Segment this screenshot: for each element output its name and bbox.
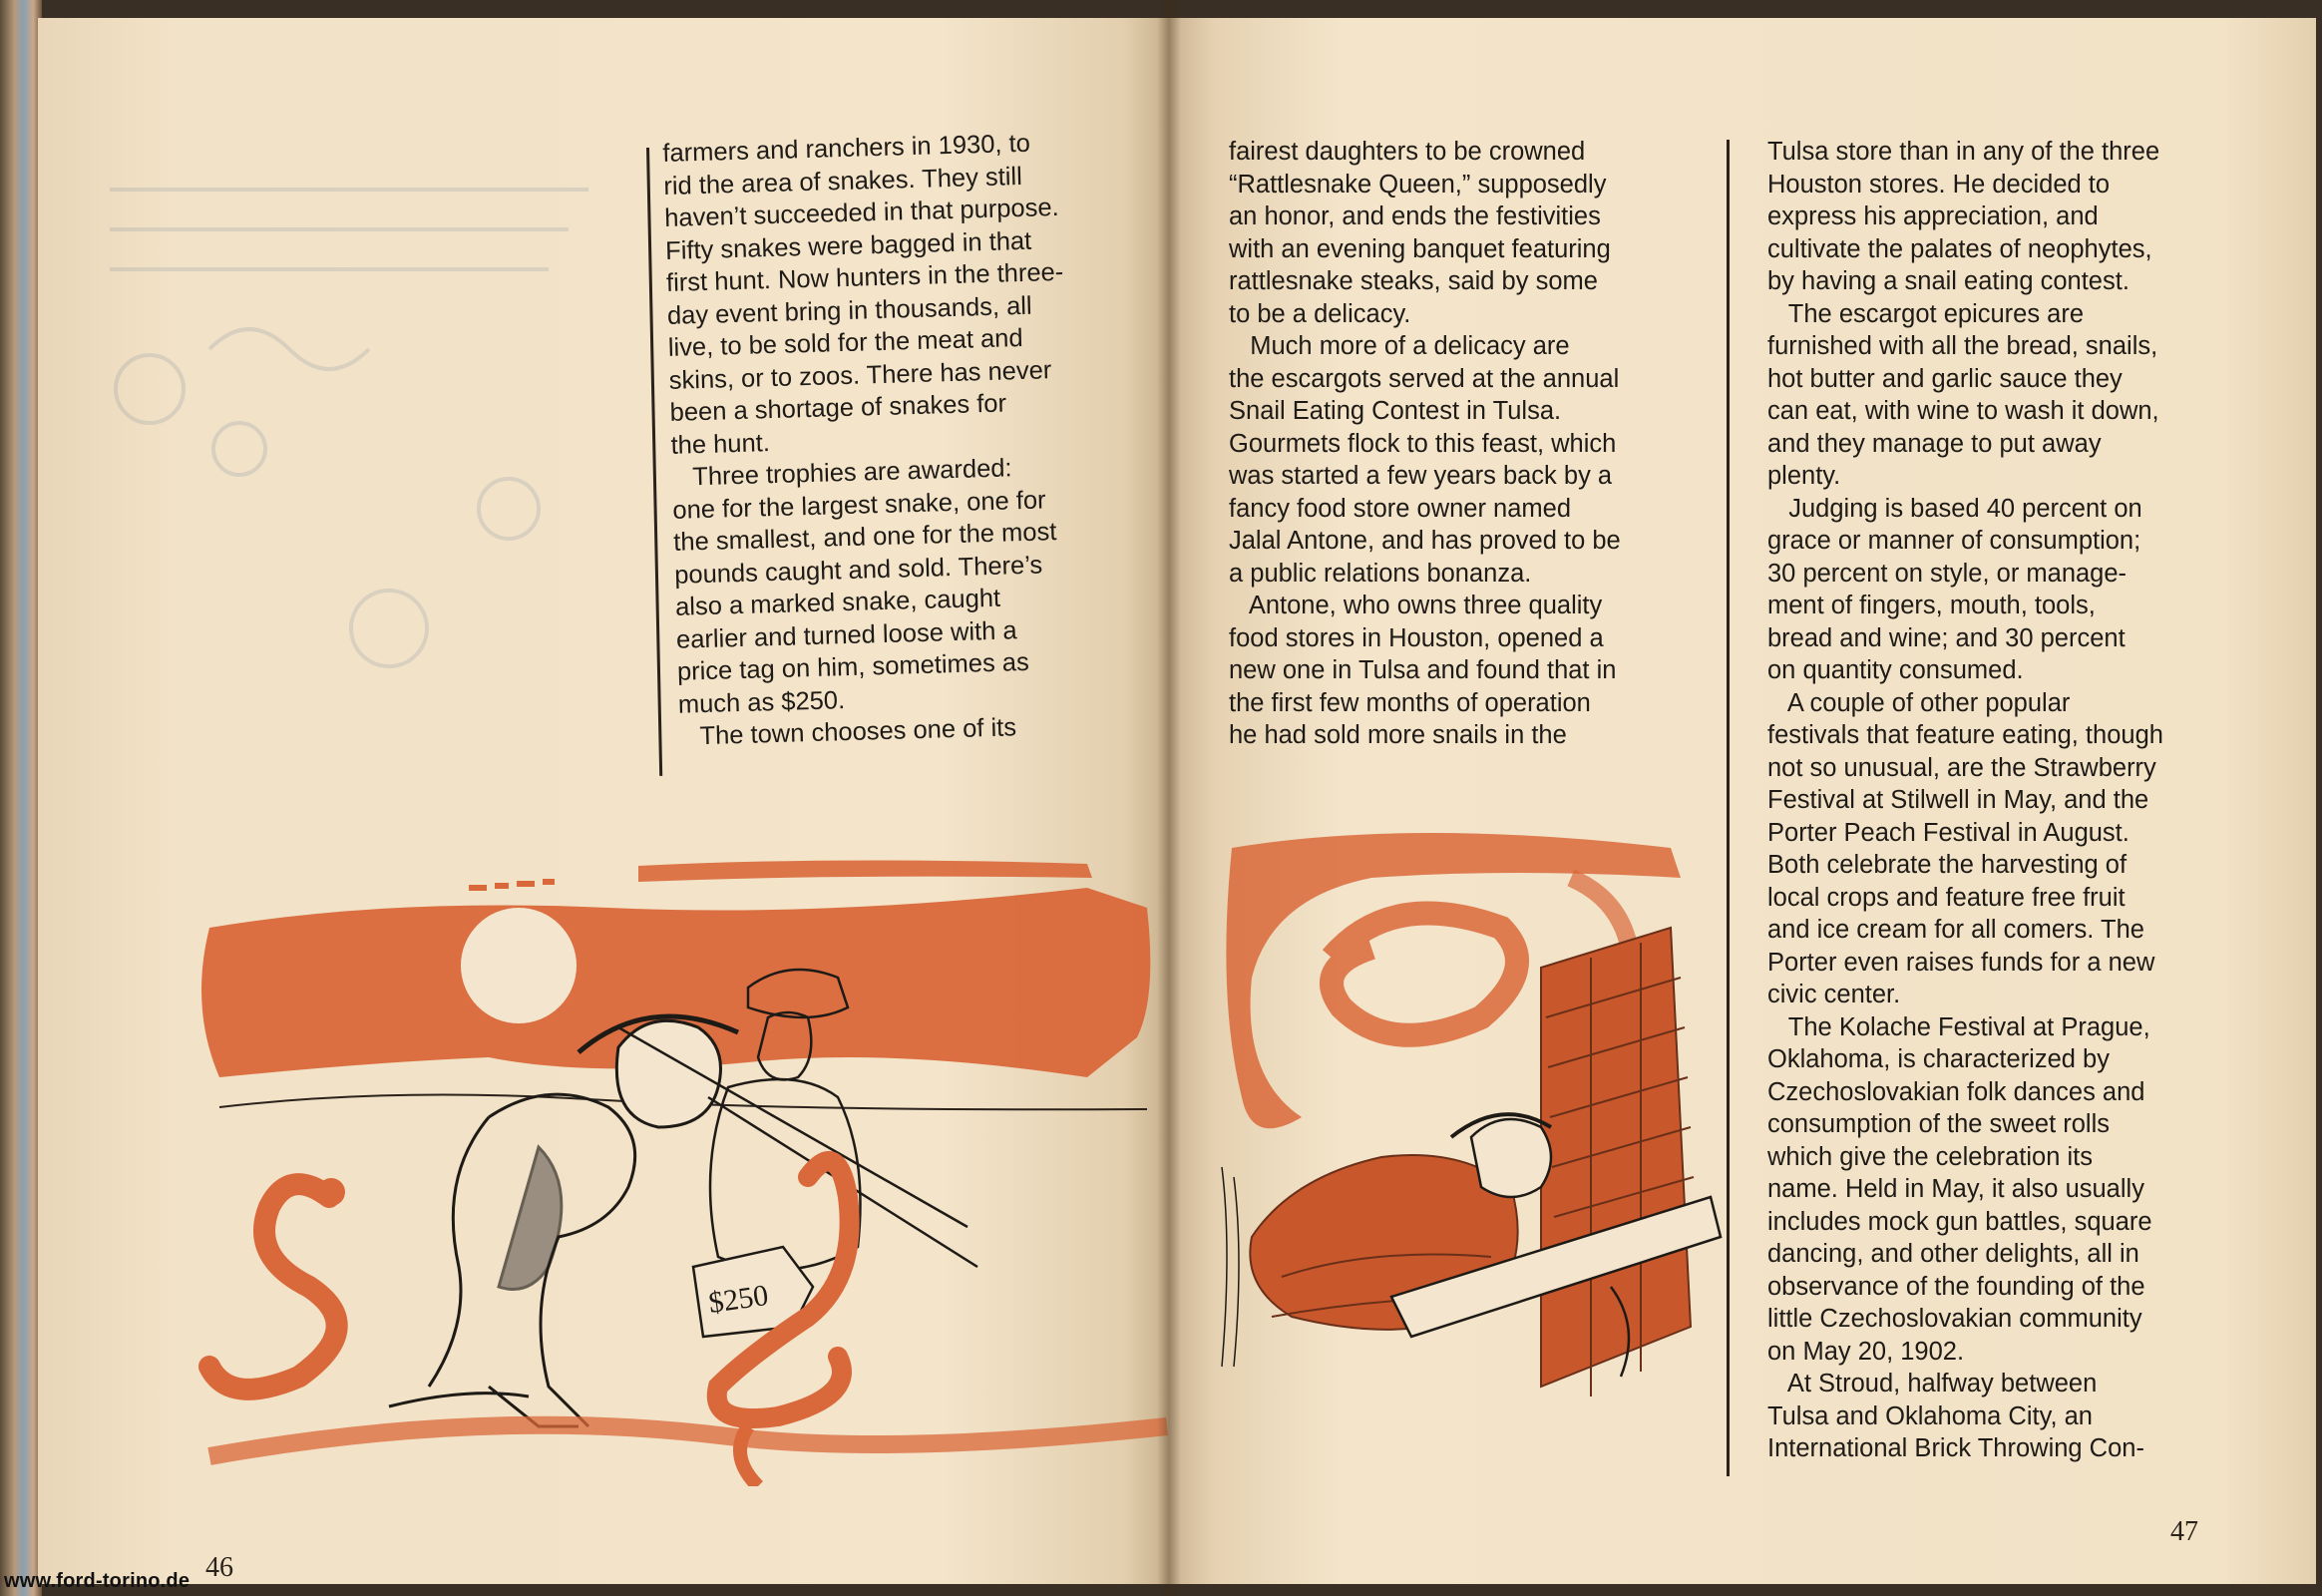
text-line: festivals that feature eating, though [1767, 721, 2163, 749]
text-line: Porter Peach Festival in August. [1767, 818, 2129, 847]
text-line: Tulsa and Oklahoma City, an [1767, 1401, 2093, 1430]
orange-swirl-loop [1332, 913, 1517, 1034]
text-line: Oklahoma, is characterized by [1767, 1045, 2110, 1073]
text-line: haven’t succeeded in that purpose. [663, 193, 1060, 232]
text-line: price tag on him, sometimes as [676, 647, 1030, 686]
text-line: and they manage to put away [1767, 429, 2102, 458]
right-page-text-column-1 [1229, 136, 1621, 752]
text-line: he had sold more snails in the [1229, 721, 1567, 749]
text-line: includes mock gun battles, square [1767, 1207, 2152, 1236]
text-line: fairest daughters to be crowned [1229, 138, 1586, 166]
text-line: the smallest, and one for the most [672, 518, 1057, 557]
text-line: Judging is based 40 percent on [1767, 494, 2142, 523]
text-line: hot butter and garlic sauce they [1767, 364, 2123, 393]
text-line: Gourmets flock to this feast, which [1229, 429, 1617, 458]
text-line: with an evening banquet featuring [1229, 234, 1611, 263]
text-line: new one in Tulsa and found that in [1229, 656, 1617, 684]
text-line: consumption of the sweet rolls [1767, 1110, 2111, 1138]
book-gutter-shadow [1157, 0, 1181, 1596]
text-line: bread and wine; and 30 percent [1767, 623, 2126, 652]
text-line: fancy food store owner named [1229, 494, 1572, 523]
text-line: Jalal Antone, and has proved to be [1229, 527, 1621, 555]
text-line: International Brick Throwing Con- [1767, 1434, 2144, 1462]
text-line: Three trophies are awarded: [671, 454, 1012, 492]
page-number-left: 46 [205, 1552, 233, 1583]
text-line: skins, or to zoos. There has never [668, 355, 1052, 395]
text-line: day event bring in thousands, all [666, 291, 1032, 330]
text-line: The Kolache Festival at Prague, [1767, 1012, 2150, 1041]
text-line: plenty. [1767, 462, 1841, 490]
text-line: observance of the founding of the [1767, 1272, 2145, 1301]
text-line: little Czechoslovakian community [1767, 1305, 2142, 1333]
text-line: Czechoslovakian folk dances and [1767, 1077, 2145, 1106]
sun-circle [461, 908, 577, 1023]
crawling-hunter-figure [389, 1016, 738, 1426]
text-line: on quantity consumed. [1767, 656, 2024, 684]
text-line: earlier and turned loose with a [675, 615, 1017, 654]
text-line: rattlesnake steaks, said by some [1229, 267, 1598, 295]
text-line: dancing, and other delights, all in [1767, 1240, 2139, 1268]
text-line: which give the celebration its [1767, 1142, 2094, 1171]
text-line: The town chooses one of its [678, 713, 1017, 751]
text-line: At Stroud, halfway between [1767, 1370, 2098, 1397]
text-line: Fifty snakes were bagged in that [664, 226, 1032, 265]
text-line: Porter even raises funds for a new [1767, 948, 2155, 977]
page-number-right: 47 [2170, 1516, 2198, 1547]
website-watermark: www.ford-torino.de [4, 1570, 191, 1592]
text-line: not so unusual, are the Strawberry [1767, 753, 2156, 782]
text-line: the hunt. [670, 428, 771, 460]
text-line: local crops and feature free fruit [1767, 883, 2126, 912]
text-line: one for the largest snake, one for [672, 485, 1046, 525]
right-page-text-column-2 [1767, 136, 2163, 1465]
text-line: much as $250. [677, 685, 846, 719]
text-line: 30 percent on style, or manage- [1767, 559, 2128, 588]
text-line: been a shortage of snakes for [669, 389, 1007, 427]
text-line: pounds caught and sold. There’s [673, 551, 1043, 590]
text-line: A couple of other popular [1767, 688, 2071, 717]
text-line: ment of fingers, mouth, tools, [1767, 592, 2096, 619]
text-line: an honor, and ends the festivities [1229, 202, 1601, 230]
text-line: Both celebrate the harvesting of [1767, 851, 2128, 879]
text-line: the first few months of operation [1229, 688, 1591, 717]
text-line: on May 20, 1902. [1767, 1337, 1965, 1366]
margin-sketch [1222, 1167, 1239, 1367]
brick-tower [1541, 928, 1696, 1396]
text-line: food stores in Houston, opened a [1229, 623, 1604, 652]
text-line: to be a delicacy. [1229, 299, 1411, 328]
text-line: a public relations bonanza. [1229, 559, 1532, 588]
snake-hunt-illustration [190, 848, 1177, 1486]
price-tag-text: $250 [706, 1278, 771, 1320]
show-through-ghost-image [90, 150, 608, 708]
dashes [469, 882, 555, 888]
text-line: and ice cream for all comers. The [1767, 916, 2144, 944]
left-snake [209, 1184, 337, 1390]
text-line: name. Held in May, it also usually [1767, 1175, 2144, 1203]
text-line: “Rattlesnake Queen,” supposedly [1229, 170, 1607, 199]
text-line: was started a few years back by a [1229, 462, 1613, 490]
text-line: can eat, with wine to wash it down, [1767, 397, 2159, 425]
snail-eater-illustration [1212, 818, 1731, 1436]
text-line: first hunt. Now hunters in the three- [665, 257, 1064, 297]
text-line: Houston stores. He decided to [1767, 170, 2111, 199]
text-line: rid the area of snakes. They still [662, 162, 1023, 200]
left-page-text-column [662, 127, 1076, 753]
text-line: Much more of a delicacy are [1229, 332, 1570, 360]
text-line: Antone, who owns three quality [1229, 592, 1603, 619]
text-line: live, to be sold for the meat and [667, 323, 1023, 362]
orange-streak [638, 860, 1092, 882]
text-line: express his appreciation, and [1767, 202, 2099, 230]
text-line: The escargot epicures are [1767, 299, 2085, 328]
text-line: Festival at Stilwell in May, and the [1767, 786, 2149, 814]
book-edge [0, 0, 42, 1596]
text-line: by having a snail eating contest. [1767, 267, 2129, 295]
text-line: also a marked snake, caught [674, 584, 1001, 621]
text-line: farmers and ranchers in 1930, to [662, 129, 1031, 168]
text-line: grace or manner of consumption; [1767, 527, 2141, 555]
ground-wash [209, 1425, 1167, 1456]
text-line: cultivate the palates of neophytes, [1767, 234, 2152, 263]
text-line: furnished with all the bread, snails, [1767, 332, 2158, 360]
text-line: civic center. [1767, 981, 1901, 1008]
text-line: the escargots served at the annual [1229, 364, 1620, 393]
text-line: Tulsa store than in any of the three [1767, 138, 2160, 166]
text-line: Snail Eating Contest in Tulsa. [1229, 397, 1562, 425]
